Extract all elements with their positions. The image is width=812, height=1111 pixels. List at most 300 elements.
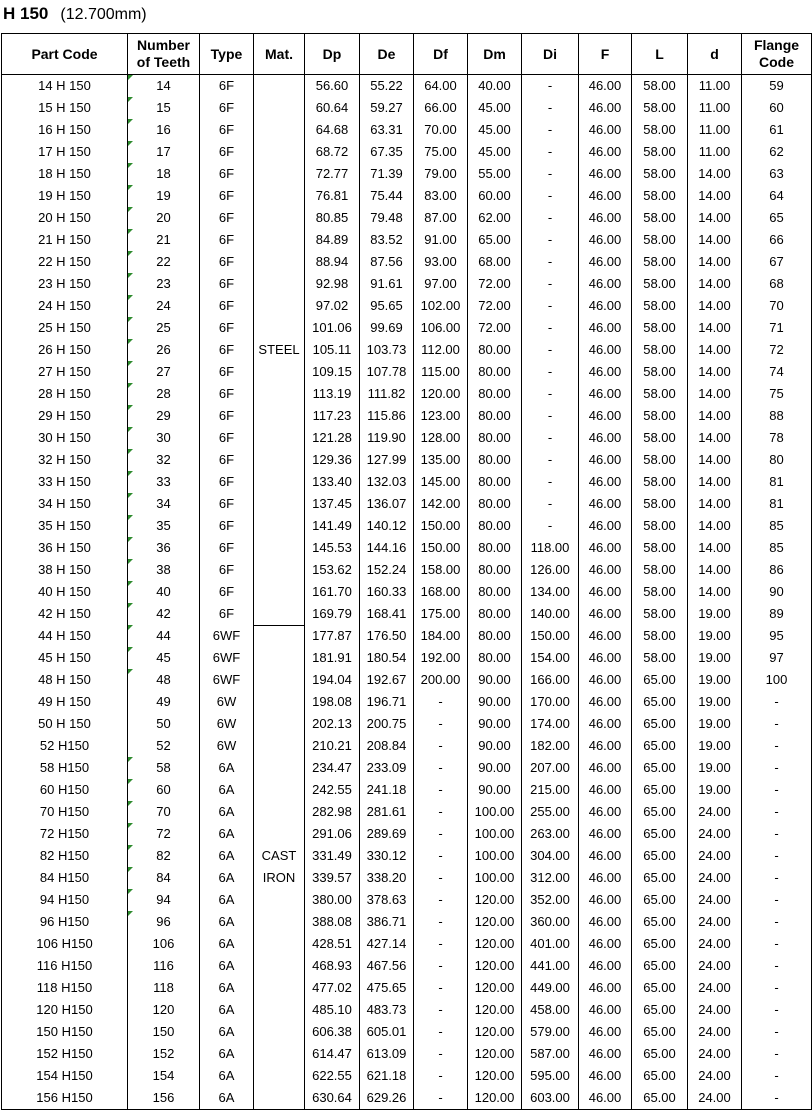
table-row [2, 757, 812, 779]
teeth-cell: 32 [128, 449, 200, 471]
l-cell: 58.00 [632, 427, 688, 449]
df-cell: 123.00 [414, 405, 468, 427]
l-cell: 65.00 [632, 889, 688, 911]
dp-cell: 133.40 [305, 471, 360, 493]
table-row [2, 735, 812, 757]
df-cell: 102.00 [414, 295, 468, 317]
table-body [2, 75, 812, 1110]
header-teeth-line1: Number [137, 37, 190, 53]
part-code-cell: 96 H150 [2, 911, 128, 933]
f-cell: 46.00 [579, 603, 632, 625]
dp-cell: 177.87 [305, 625, 360, 647]
dm-cell: 120.00 [468, 911, 522, 933]
f-cell: 46.00 [579, 493, 632, 515]
l-cell: 65.00 [632, 735, 688, 757]
dp-cell: 141.49 [305, 515, 360, 537]
table-row [2, 185, 812, 207]
part-code-cell: 19 H 150 [2, 185, 128, 207]
f-cell: 46.00 [579, 75, 632, 98]
de-cell: 330.12 [360, 845, 414, 867]
flange-code-cell: 85 [742, 537, 812, 559]
f-cell: 46.00 [579, 273, 632, 295]
flange-code-cell: 67 [742, 251, 812, 273]
flange-code-cell: 61 [742, 119, 812, 141]
table-row [2, 229, 812, 251]
l-cell: 65.00 [632, 713, 688, 735]
teeth-cell: 118 [128, 977, 200, 999]
f-cell: 46.00 [579, 999, 632, 1021]
table-row [2, 955, 812, 977]
de-cell: 140.12 [360, 515, 414, 537]
df-cell: 112.00 [414, 339, 468, 361]
f-cell: 46.00 [579, 427, 632, 449]
d-cell: 14.00 [688, 559, 742, 581]
dm-cell: 80.00 [468, 537, 522, 559]
di-cell: 154.00 [522, 647, 579, 669]
table-row [2, 581, 812, 603]
d-cell: 19.00 [688, 625, 742, 647]
dp-cell: 477.02 [305, 977, 360, 999]
de-cell: 289.69 [360, 823, 414, 845]
dm-cell: 60.00 [468, 185, 522, 207]
header-di: Di [522, 34, 579, 75]
df-cell: - [414, 713, 468, 735]
d-cell: 24.00 [688, 933, 742, 955]
de-cell: 281.61 [360, 801, 414, 823]
dp-cell: 339.57 [305, 867, 360, 889]
l-cell: 65.00 [632, 691, 688, 713]
part-code-cell: 58 H150 [2, 757, 128, 779]
dp-cell: 169.79 [305, 603, 360, 625]
table-row [2, 911, 812, 933]
di-cell: 118.00 [522, 537, 579, 559]
teeth-cell: 35 [128, 515, 200, 537]
d-cell: 14.00 [688, 273, 742, 295]
teeth-cell: 27 [128, 361, 200, 383]
l-cell: 58.00 [632, 625, 688, 647]
df-cell: 120.00 [414, 383, 468, 405]
l-cell: 65.00 [632, 933, 688, 955]
type-cell: 6F [200, 185, 254, 207]
teeth-cell: 19 [128, 185, 200, 207]
df-cell: 192.00 [414, 647, 468, 669]
df-cell: 200.00 [414, 669, 468, 691]
df-cell: - [414, 933, 468, 955]
d-cell: 11.00 [688, 119, 742, 141]
type-cell: 6A [200, 999, 254, 1021]
f-cell: 46.00 [579, 1087, 632, 1110]
flange-code-cell: - [742, 823, 812, 845]
dp-cell: 145.53 [305, 537, 360, 559]
l-cell: 65.00 [632, 757, 688, 779]
di-cell: - [522, 119, 579, 141]
type-cell: 6F [200, 361, 254, 383]
teeth-cell: 156 [128, 1087, 200, 1110]
table-row [2, 427, 812, 449]
type-cell: 6A [200, 779, 254, 801]
d-cell: 19.00 [688, 669, 742, 691]
de-cell: 144.16 [360, 537, 414, 559]
header-type: Type [200, 34, 254, 75]
di-cell: - [522, 141, 579, 163]
table-row [2, 317, 812, 339]
flange-code-cell: - [742, 691, 812, 713]
l-cell: 58.00 [632, 185, 688, 207]
part-code-cell: 40 H 150 [2, 581, 128, 603]
df-cell: 91.00 [414, 229, 468, 251]
table-row [2, 603, 812, 625]
di-cell: - [522, 493, 579, 515]
f-cell: 46.00 [579, 383, 632, 405]
part-code-cell: 24 H 150 [2, 295, 128, 317]
type-cell: 6A [200, 889, 254, 911]
dp-cell: 630.64 [305, 1087, 360, 1110]
df-cell: 168.00 [414, 581, 468, 603]
dm-cell: 72.00 [468, 317, 522, 339]
l-cell: 58.00 [632, 603, 688, 625]
table-row [2, 713, 812, 735]
d-cell: 14.00 [688, 251, 742, 273]
teeth-cell: 45 [128, 647, 200, 669]
f-cell: 46.00 [579, 713, 632, 735]
type-cell: 6F [200, 559, 254, 581]
table-row [2, 493, 812, 515]
f-cell: 46.00 [579, 955, 632, 977]
f-cell: 46.00 [579, 119, 632, 141]
type-cell: 6F [200, 273, 254, 295]
teeth-cell: 14 [128, 75, 200, 98]
dp-cell: 88.94 [305, 251, 360, 273]
f-cell: 46.00 [579, 867, 632, 889]
teeth-cell: 44 [128, 625, 200, 647]
teeth-cell: 24 [128, 295, 200, 317]
di-cell: - [522, 251, 579, 273]
part-code-cell: 23 H 150 [2, 273, 128, 295]
df-cell: 93.00 [414, 251, 468, 273]
flange-code-cell: 89 [742, 603, 812, 625]
teeth-cell: 38 [128, 559, 200, 581]
de-cell: 208.84 [360, 735, 414, 757]
part-code-cell: 72 H150 [2, 823, 128, 845]
f-cell: 46.00 [579, 823, 632, 845]
di-cell: 207.00 [522, 757, 579, 779]
header-df: Df [414, 34, 468, 75]
df-cell: - [414, 911, 468, 933]
page-title [3, 1, 147, 27]
flange-code-cell: 66 [742, 229, 812, 251]
table-row [2, 383, 812, 405]
dm-cell: 80.00 [468, 339, 522, 361]
type-cell: 6F [200, 119, 254, 141]
f-cell: 46.00 [579, 691, 632, 713]
dp-cell: 92.98 [305, 273, 360, 295]
dp-cell: 72.77 [305, 163, 360, 185]
df-cell: 70.00 [414, 119, 468, 141]
f-cell: 46.00 [579, 779, 632, 801]
dp-cell: 105.11 [305, 339, 360, 361]
flange-code-cell: - [742, 889, 812, 911]
de-cell: 136.07 [360, 493, 414, 515]
type-cell: 6A [200, 1021, 254, 1043]
d-cell: 19.00 [688, 779, 742, 801]
type-cell: 6F [200, 383, 254, 405]
header-dm: Dm [468, 34, 522, 75]
de-cell: 79.48 [360, 207, 414, 229]
flange-code-cell: 70 [742, 295, 812, 317]
de-cell: 613.09 [360, 1043, 414, 1065]
dm-cell: 80.00 [468, 427, 522, 449]
de-cell: 67.35 [360, 141, 414, 163]
part-code-cell: 14 H 150 [2, 75, 128, 98]
di-cell: 166.00 [522, 669, 579, 691]
df-cell: - [414, 845, 468, 867]
dm-cell: 120.00 [468, 1021, 522, 1043]
flange-code-cell: 97 [742, 647, 812, 669]
dm-cell: 45.00 [468, 97, 522, 119]
de-cell: 91.61 [360, 273, 414, 295]
d-cell: 14.00 [688, 405, 742, 427]
di-cell: - [522, 449, 579, 471]
di-cell: - [522, 361, 579, 383]
dp-cell: 109.15 [305, 361, 360, 383]
dp-cell: 68.72 [305, 141, 360, 163]
dp-cell: 117.23 [305, 405, 360, 427]
flange-code-cell: - [742, 1021, 812, 1043]
dp-cell: 97.02 [305, 295, 360, 317]
type-cell: 6A [200, 911, 254, 933]
f-cell: 46.00 [579, 757, 632, 779]
part-code-cell: 29 H 150 [2, 405, 128, 427]
type-cell: 6A [200, 823, 254, 845]
de-cell: 59.27 [360, 97, 414, 119]
de-cell: 115.86 [360, 405, 414, 427]
di-cell: 134.00 [522, 581, 579, 603]
l-cell: 65.00 [632, 911, 688, 933]
de-cell: 386.71 [360, 911, 414, 933]
l-cell: 65.00 [632, 999, 688, 1021]
l-cell: 58.00 [632, 515, 688, 537]
part-code-cell: 30 H 150 [2, 427, 128, 449]
part-code-cell: 48 H 150 [2, 669, 128, 691]
teeth-cell: 150 [128, 1021, 200, 1043]
type-cell: 6W [200, 735, 254, 757]
part-code-cell: 49 H 150 [2, 691, 128, 713]
df-cell: 106.00 [414, 317, 468, 339]
flange-code-cell: 86 [742, 559, 812, 581]
type-cell: 6A [200, 933, 254, 955]
de-cell: 132.03 [360, 471, 414, 493]
l-cell: 65.00 [632, 823, 688, 845]
type-cell: 6A [200, 977, 254, 999]
f-cell: 46.00 [579, 537, 632, 559]
l-cell: 58.00 [632, 493, 688, 515]
dp-cell: 60.64 [305, 97, 360, 119]
part-code-cell: 106 H150 [2, 933, 128, 955]
f-cell: 46.00 [579, 141, 632, 163]
d-cell: 14.00 [688, 207, 742, 229]
table-header [2, 34, 812, 75]
d-cell: 11.00 [688, 75, 742, 98]
part-code-cell: 27 H 150 [2, 361, 128, 383]
di-cell: - [522, 207, 579, 229]
dm-cell: 80.00 [468, 625, 522, 647]
part-code-cell: 38 H 150 [2, 559, 128, 581]
table-row [2, 405, 812, 427]
part-code-cell: 156 H150 [2, 1087, 128, 1110]
f-cell: 46.00 [579, 185, 632, 207]
dm-cell: 65.00 [468, 229, 522, 251]
table-row [2, 537, 812, 559]
d-cell: 19.00 [688, 757, 742, 779]
l-cell: 65.00 [632, 801, 688, 823]
dp-cell: 153.62 [305, 559, 360, 581]
dm-cell: 120.00 [468, 889, 522, 911]
d-cell: 14.00 [688, 581, 742, 603]
flange-code-cell: - [742, 911, 812, 933]
flange-code-cell: - [742, 801, 812, 823]
dp-cell: 129.36 [305, 449, 360, 471]
material-iron-line1: CAST [261, 848, 297, 864]
df-cell: 150.00 [414, 537, 468, 559]
table-row [2, 999, 812, 1021]
d-cell: 14.00 [688, 163, 742, 185]
df-cell: 158.00 [414, 559, 468, 581]
type-cell: 6F [200, 449, 254, 471]
f-cell: 46.00 [579, 295, 632, 317]
teeth-cell: 96 [128, 911, 200, 933]
d-cell: 24.00 [688, 1043, 742, 1065]
l-cell: 58.00 [632, 581, 688, 603]
l-cell: 65.00 [632, 845, 688, 867]
dm-cell: 45.00 [468, 141, 522, 163]
teeth-cell: 42 [128, 603, 200, 625]
de-cell: 75.44 [360, 185, 414, 207]
df-cell: - [414, 1065, 468, 1087]
part-code-cell: 70 H150 [2, 801, 128, 823]
d-cell: 19.00 [688, 603, 742, 625]
df-cell: 145.00 [414, 471, 468, 493]
teeth-cell: 94 [128, 889, 200, 911]
dm-cell: 80.00 [468, 405, 522, 427]
table-row [2, 339, 812, 361]
table-row [2, 977, 812, 999]
teeth-cell: 72 [128, 823, 200, 845]
flange-code-cell: 74 [742, 361, 812, 383]
dm-cell: 80.00 [468, 493, 522, 515]
flange-code-cell: 100 [742, 669, 812, 691]
dp-cell: 194.04 [305, 669, 360, 691]
pitch-label: (12.700mm) [60, 6, 147, 23]
dm-cell: 120.00 [468, 1043, 522, 1065]
header-material: Mat. [254, 34, 305, 75]
table-row [2, 163, 812, 185]
df-cell: - [414, 757, 468, 779]
table-row [2, 295, 812, 317]
dp-cell: 485.10 [305, 999, 360, 1021]
dp-cell: 242.55 [305, 779, 360, 801]
header-flange-line1: Flange [753, 37, 800, 53]
d-cell: 24.00 [688, 955, 742, 977]
de-cell: 95.65 [360, 295, 414, 317]
part-code-cell: 28 H 150 [2, 383, 128, 405]
d-cell: 14.00 [688, 515, 742, 537]
de-cell: 629.26 [360, 1087, 414, 1110]
d-cell: 24.00 [688, 823, 742, 845]
di-cell: 255.00 [522, 801, 579, 823]
dp-cell: 121.28 [305, 427, 360, 449]
dm-cell: 90.00 [468, 713, 522, 735]
teeth-cell: 16 [128, 119, 200, 141]
type-cell: 6WF [200, 647, 254, 669]
table-row [2, 361, 812, 383]
d-cell: 24.00 [688, 867, 742, 889]
header-d: d [688, 34, 742, 75]
flange-code-cell: - [742, 713, 812, 735]
df-cell: 175.00 [414, 603, 468, 625]
dp-cell: 101.06 [305, 317, 360, 339]
dp-cell: 64.68 [305, 119, 360, 141]
de-cell: 180.54 [360, 647, 414, 669]
header-f: F [579, 34, 632, 75]
dp-cell: 606.38 [305, 1021, 360, 1043]
l-cell: 65.00 [632, 1021, 688, 1043]
l-cell: 58.00 [632, 449, 688, 471]
table-row [2, 251, 812, 273]
l-cell: 65.00 [632, 955, 688, 977]
dp-cell: 234.47 [305, 757, 360, 779]
table-row [2, 823, 812, 845]
type-cell: 6F [200, 207, 254, 229]
table-row [2, 669, 812, 691]
flange-code-cell: 95 [742, 625, 812, 647]
f-cell: 46.00 [579, 559, 632, 581]
f-cell: 46.00 [579, 933, 632, 955]
di-cell: 603.00 [522, 1087, 579, 1110]
teeth-cell: 84 [128, 867, 200, 889]
teeth-cell: 29 [128, 405, 200, 427]
table-row [2, 449, 812, 471]
f-cell: 46.00 [579, 471, 632, 493]
type-cell: 6F [200, 581, 254, 603]
part-code-cell: 94 H150 [2, 889, 128, 911]
de-cell: 111.82 [360, 383, 414, 405]
d-cell: 14.00 [688, 537, 742, 559]
l-cell: 58.00 [632, 647, 688, 669]
di-cell: - [522, 273, 579, 295]
l-cell: 58.00 [632, 295, 688, 317]
teeth-cell: 58 [128, 757, 200, 779]
l-cell: 58.00 [632, 163, 688, 185]
di-cell: 304.00 [522, 845, 579, 867]
type-cell: 6W [200, 691, 254, 713]
type-cell: 6F [200, 75, 254, 98]
flange-code-cell: 59 [742, 75, 812, 98]
di-cell: 174.00 [522, 713, 579, 735]
dp-cell: 331.49 [305, 845, 360, 867]
f-cell: 46.00 [579, 207, 632, 229]
di-cell: - [522, 185, 579, 207]
dp-cell: 614.47 [305, 1043, 360, 1065]
f-cell: 46.00 [579, 515, 632, 537]
dm-cell: 90.00 [468, 735, 522, 757]
df-cell: - [414, 801, 468, 823]
table-row [2, 625, 812, 647]
table-row [2, 691, 812, 713]
dp-cell: 388.08 [305, 911, 360, 933]
type-cell: 6F [200, 295, 254, 317]
teeth-cell: 30 [128, 427, 200, 449]
flange-code-cell: 65 [742, 207, 812, 229]
